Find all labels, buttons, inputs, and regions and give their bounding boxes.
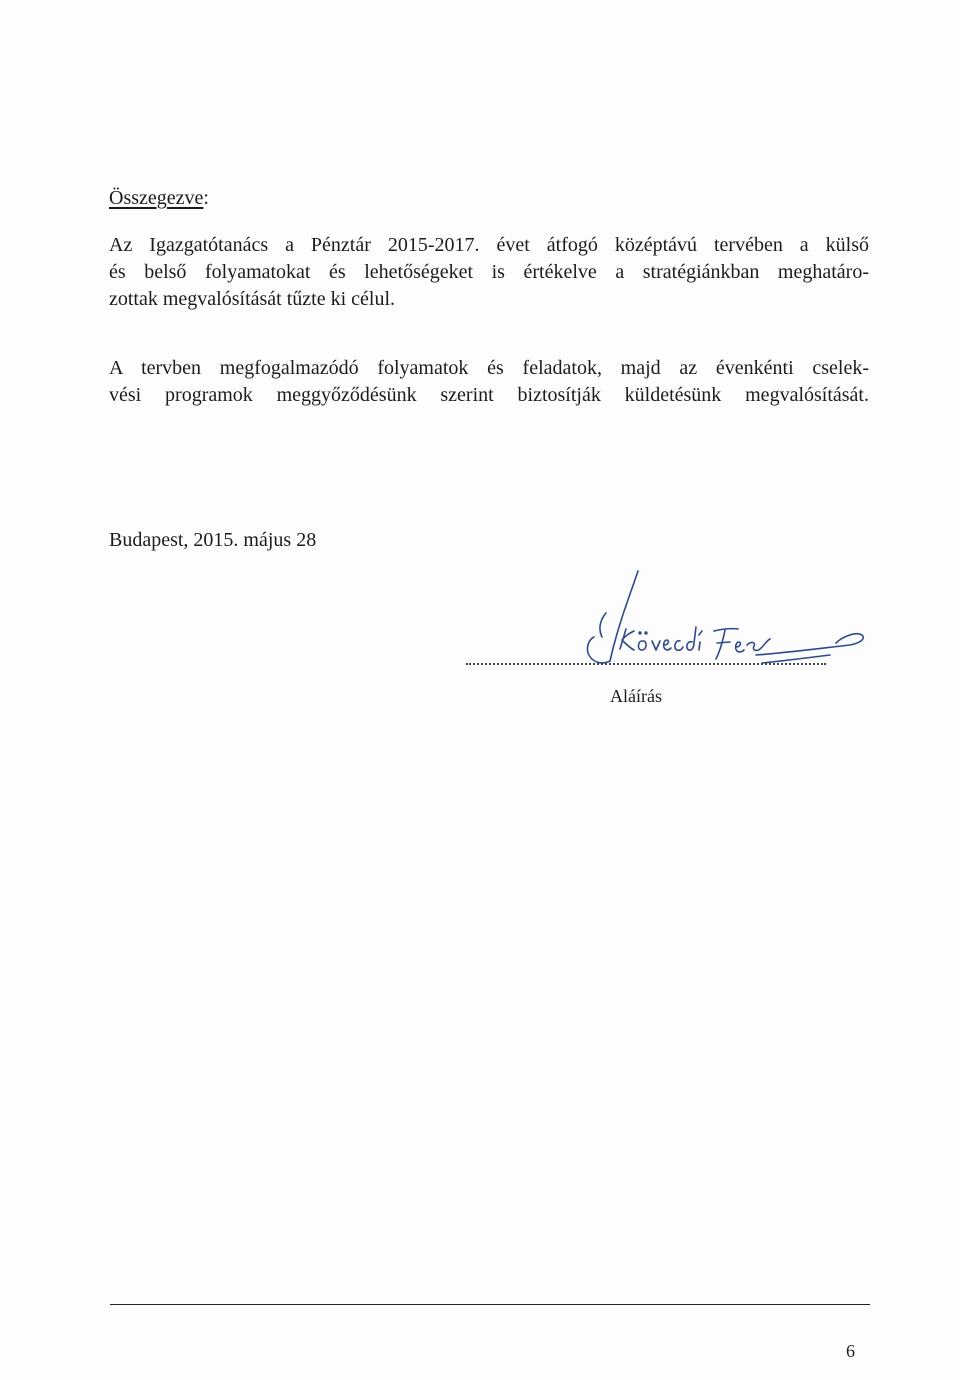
section-heading-text: Összegezve (109, 187, 204, 209)
signature-label: Aláírás (610, 686, 662, 706)
page-number: 6 (846, 1341, 855, 1361)
section-heading (109, 186, 209, 210)
signature-dotted-line (466, 663, 826, 665)
signature-block (460, 565, 880, 715)
paragraph-line: zottak megvalósítását tűzte ki célul. (109, 288, 396, 310)
paragraph-line: Az Igazgatótanács a Pénztár 2015-2017. évet átfogó középtávú tervében a külső (109, 234, 869, 256)
handwritten-signature (560, 565, 880, 675)
summary-paragraph-2 (109, 355, 869, 409)
footer-divider (110, 1304, 870, 1305)
paragraph-line: vési programok meggyőződésünk szerint biztosítják küldetésünk megvalósítását. (109, 384, 869, 406)
paragraph-line: és belső folyamatokat és lehetőségeket is értékelve a stratégiánkban meghatáro- (109, 261, 869, 283)
place-and-date: Budapest, 2015. május 28 (109, 529, 317, 551)
paragraph-line: A tervben megfogalmazódó folyamatok és feladatok, majd az évenkénti cselek- (109, 357, 869, 379)
summary-paragraph-1 (109, 232, 869, 313)
section-heading-colon: : (203, 187, 209, 209)
